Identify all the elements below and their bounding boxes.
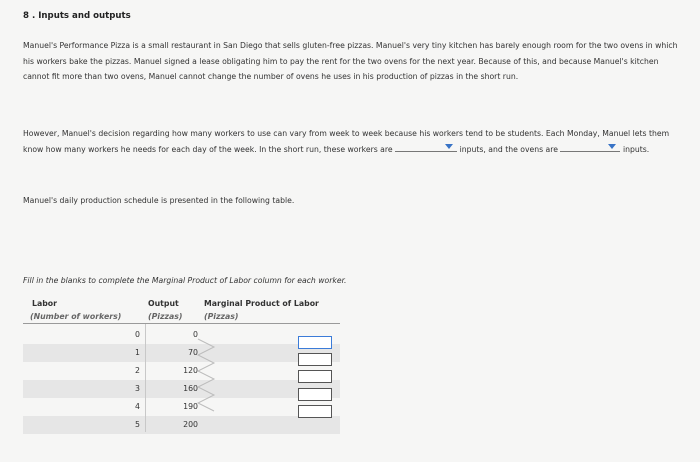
output-cell: 120 — [183, 366, 198, 375]
table-header-divider — [23, 323, 340, 324]
table-row — [23, 362, 340, 380]
row-connector-lines — [196, 337, 236, 419]
output-subheader: (Pizzas) — [148, 312, 183, 321]
workers-text-1: However, Manuel's decision regarding how many workers to use can vary from week to week because his workers tend to be students. Each Monday, Manuel lets them know how many workers he needs for each day of the week. In the short run, these workers are — [23, 129, 670, 154]
labor-header: Labor — [32, 299, 58, 308]
output-cell: 0 — [193, 330, 198, 339]
mpl-input-worker-2[interactable] — [298, 353, 332, 366]
mpl-input-worker-4[interactable] — [298, 388, 332, 401]
question-title: 8 . Inputs and outputs — [23, 11, 131, 21]
labor-subheader: (Number of workers) — [30, 312, 122, 321]
output-header: Output — [148, 299, 179, 308]
output-cell: 160 — [183, 384, 198, 393]
mpl-subheader: (Pizzas) — [204, 312, 239, 321]
labor-cell: 4 — [135, 402, 140, 411]
schedule-intro: Manuel's daily production schedule is presented in the following table. — [23, 196, 295, 205]
workers-text-3: inputs. — [623, 144, 650, 154]
table-column-divider — [145, 324, 146, 432]
output-cell: 70 — [188, 348, 198, 357]
labor-cell: 1 — [135, 348, 140, 357]
labor-cell: 2 — [135, 366, 140, 375]
table-row — [23, 398, 340, 416]
table-row — [23, 344, 340, 362]
workers-paragraph — [23, 126, 685, 157]
workers-text-2: inputs, and the ovens are — [459, 144, 558, 154]
output-cell: 190 — [183, 402, 198, 411]
mpl-input-worker-5[interactable] — [298, 405, 332, 418]
mpl-input-worker-1[interactable] — [298, 336, 332, 349]
dropdown-arrow-icon — [608, 144, 616, 149]
output-cell: 200 — [183, 420, 198, 429]
table-row — [23, 380, 340, 398]
ovens-input-type-dropdown[interactable] — [560, 142, 620, 152]
table-row — [23, 326, 340, 344]
mpl-header: Marginal Product of Labor — [204, 299, 319, 308]
labor-cell: 5 — [135, 420, 140, 429]
mpl-input-worker-3[interactable] — [298, 370, 332, 383]
instruction-text: Fill in the blanks to complete the Marginal Product of Labor column for each worker. — [23, 276, 347, 285]
labor-cell: 0 — [135, 330, 140, 339]
intro-paragraph: Manuel's Performance Pizza is a small restaurant in San Diego that sells gluten-free pizzas. Manuel's very tiny kitchen has barely enough room for the two ovens in which his workers bake the pizzas. Manuel signed a lease obligating him to pay the rent for the two ovens for the next year. Because of this, and because Manuel's kitchen cannot fit more than two ovens, Manuel cannot change the number of ovens he uses in his production of pizzas in the short run. — [23, 41, 678, 82]
table-row — [23, 416, 340, 434]
workers-input-type-dropdown[interactable] — [395, 142, 457, 152]
labor-cell: 3 — [135, 384, 140, 393]
dropdown-arrow-icon — [445, 144, 453, 149]
